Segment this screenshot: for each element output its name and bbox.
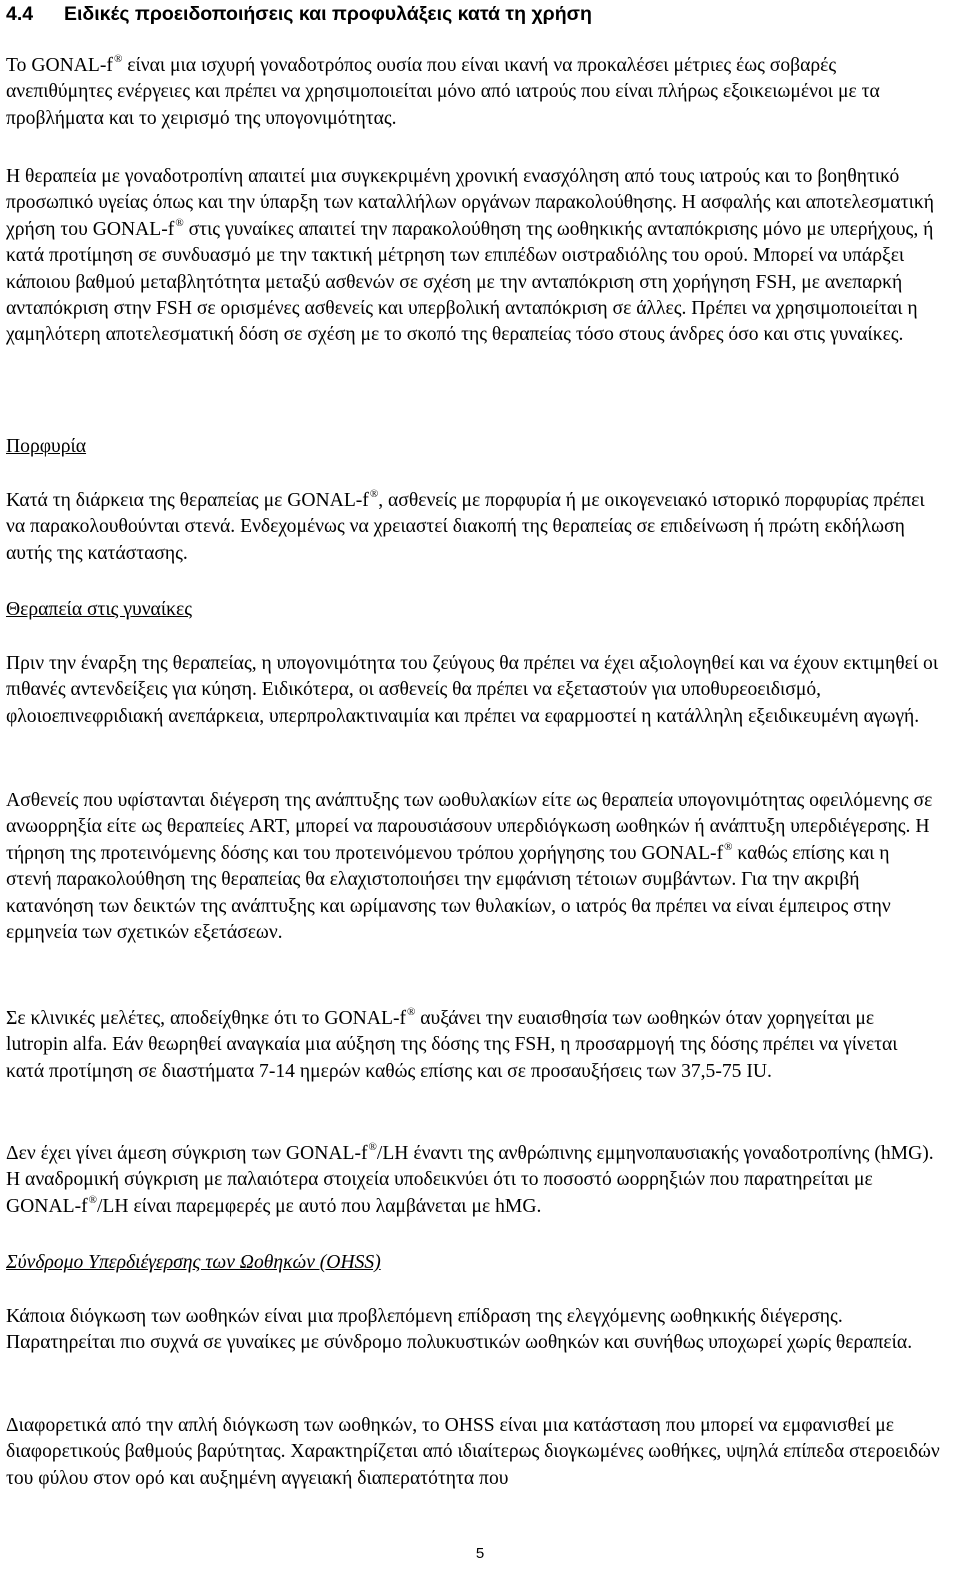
brand-name: GONAL-f [92,218,175,240]
brand-name: GONAL-f [287,490,369,511]
registered-mark: ® [724,840,733,853]
text-run: Δεν έχει γίνει άμεση σύγκριση των [6,1143,286,1164]
text-run: /LH είναι παρεμφερές με αυτό που λαμβάνεται με hMG. [96,1195,542,1217]
registered-mark: ® [407,1006,416,1018]
brand-name: GONAL-f [6,1195,88,1217]
brand-name: GONAL-f [285,1143,368,1164]
registered-mark: ® [368,1141,377,1153]
brand-name: GONAL-f [324,1008,406,1029]
registered-mark: ® [113,53,123,65]
paragraph-monitoring [6,164,940,349]
text-run: καθώς επίσης και η στενή παρακολούθηση της θεραπείας θα ελαχιστοποιήσει την εμφάνιση τέτοιων συμβάντων. Για την ακριβή κατανόηση των δεικτών της ανάπτυξης και ωρίμανσης των θυλακίων, ο ιατρός θα πρέπει να είναι έμπειρος στην ερμηνεία των σχετικών εξετάσεων. [6,842,891,944]
section-title: Ειδικές προειδοποιήσεις και προφυλάξεις κατά τη χρήση [64,3,592,25]
brand-name: GONAL-f [31,55,113,76]
text-run: είναι μια ισχυρή γοναδοτρόπος ουσία που είναι ικανή να προκαλέσει μέτριες έως σοβαρές ανεπιθύμητες ενέργειες και πρέπει να χρησιμοποιείται μόνο από ιατρούς που είναι πλήρως εξοικειωμένοι με τα προβλήματα και το χειρισμό της υπογονιμότητας. [6,55,880,129]
text-run: Το [6,55,32,76]
page-number: 5 [475,1545,485,1562]
section-heading [6,1,592,27]
text-run: στις γυναίκες απαιτεί την παρακολούθηση της ωοθηκικής ανταπόκρισης μόνο με υπερήχους, ή κατά προτίμηση σε συνδυασμό με την τακτική μέτρηση των επιπέδων οιστραδιόλης του ορού. Μπορεί να υπάρξει κάποιου βαθμού μεταβλητότητα μεταξύ ασθενών σε σχέση με την ανταπόκριση στη χορήγηση FSH, με ανεπαρκή ανταπόκριση στην FSH σε ορισμένες ασθενείς και υπερβολική ανταπόκριση σε άλλες. Πρέπει να χρησιμοποιείται η χαμηλότερη αποτελεσματική δόση σε σχέση με το σκοπό της θεραπείας τόσο στους άνδρες όσο και στις γυναίκες. [6,218,934,346]
women-treatment-heading: Θεραπεία στις γυναίκες [6,599,192,620]
registered-mark: ® [175,216,184,229]
text-run: Η θεραπεία με γοναδοτροπίνη απαιτεί μια συγκεκριμένη χρονική ενασχόληση από τους ιατρούς και το βοηθητικό προσωπικό υγείας όπως και την ύπαρξη των καταλλήλων οργάνων παρακολούθησης. Η ασφαλής και αποτελεσματική χρήση του [6,166,934,240]
brand-name: GONAL-f [641,842,724,864]
ohss-heading: Σύνδρομο Υπερδιέγερσης των Ωοθηκών (OHSS) [6,1252,381,1273]
paragraph-clinical-studies [6,1006,940,1085]
text-run: Κατά τη διάρκεια της θεραπείας με [6,490,288,511]
text-run: , ασθενείς με πορφυρία ή με οικογενειακό ιστορικό πορφυρίας πρέπει να παρακολουθούνται στενά. Ενδεχομένως να χρειαστεί διακοπή της θεραπείας σε επιδείνωση ή πρώτη εκδήλωση αυτής της κατάστασης. [6,490,925,564]
section-number: 4.4 [6,3,34,25]
paragraph-stimulation [6,788,940,946]
registered-mark: ® [369,488,379,500]
paragraph-comparison [6,1141,940,1220]
registered-mark: ® [88,1193,97,1206]
text-run: Σε κλινικές μελέτες, αποδείχθηκε ότι το [6,1008,325,1029]
paragraph-ovarian-enlargement: Κάποια διόγκωση των ωοθηκών είναι μια προβλεπόμενη επίδραση της ελεγχόμενης ωοθηκικής διέγερσης. Παρατηρείται πιο συχνά σε γυναίκες με σύνδρομο πολυκυστικών ωοθηκών και συνήθως υποχωρεί χωρίς θεραπεία. [6,1306,913,1354]
paragraph-ohss: Διαφορετικά από την απλή διόγκωση των ωοθηκών, το OHSS είναι μια κατάσταση που μπορεί να εμφανισθεί με διαφορετικούς βαθμούς βαρύτητας. Χαρακτηρίζεται από ιδιαίτερως διογκωμένες ωοθήκες, υψηλά επίπεδα στεροειδών του φύλου στον ορό και αυξημένη αγγειακή διαπερατότητα που [6,1415,940,1489]
text-run: Ασθενείς που υφίστανται διέγερση της ανάπτυξης των ωοθυλακίων είτε ως θεραπεία υπογονιμότητας οφειλόμενης σε ανωορρηξία είτε ως θεραπείες ART, μπορεί να παρουσιάσουν υπερδιόγκωση ωοθηκών ή ανάπτυξη υπερδιέγερσης. Η τήρηση της προτεινόμενης δόσης και του προτεινόμενου τρόπου χορήγησης του [6,790,933,864]
paragraph-pretreatment: Πριν την έναρξη της θεραπείας, η υπογονιμότητα του ζεύγους θα πρέπει να έχει αξιολογηθεί και να έχουν εκτιμηθεί οι πιθανές αντενδείξεις για κύηση. Ειδικότερα, οι ασθενείς θα πρέπει να εξεταστούν για υποθυρεοειδισμό, φλοιοεπινεφριδιακή ανεπάρκεια, υπερπρολακτιναιμία και πρέπει να εφαρμοστεί η κατάλληλη εξειδικευμένη αγωγή. [6,653,939,727]
porphyria-heading: Πορφυρία [6,436,87,457]
paragraph-intro [6,53,940,132]
paragraph-porphyria [6,488,940,567]
text-run: αυξάνει την ευαισθησία των ωοθηκών όταν χορηγείται με lutropin alfa. Εάν θεωρηθεί αναγκαία μια αύξηση της δόσης της FSH, η προσαρμογή της δόσης πρέπει να γίνεται κατά προτίμηση σε διαστήματα 7-14 ημερών καθώς επίσης και σε προσαυξήσεις των 37,5-75 IU. [6,1008,898,1082]
text-run: /LH έναντι της ανθρώπινης εμμηνοπαυσιακής γοναδοτροπίνης (hMG). Η αναδρομική σύγκριση με παλαιότερα στοιχεία υποδεικνύει ότι το ποσοστό ωορρηξιών που παρατηρείται με [6,1143,934,1191]
